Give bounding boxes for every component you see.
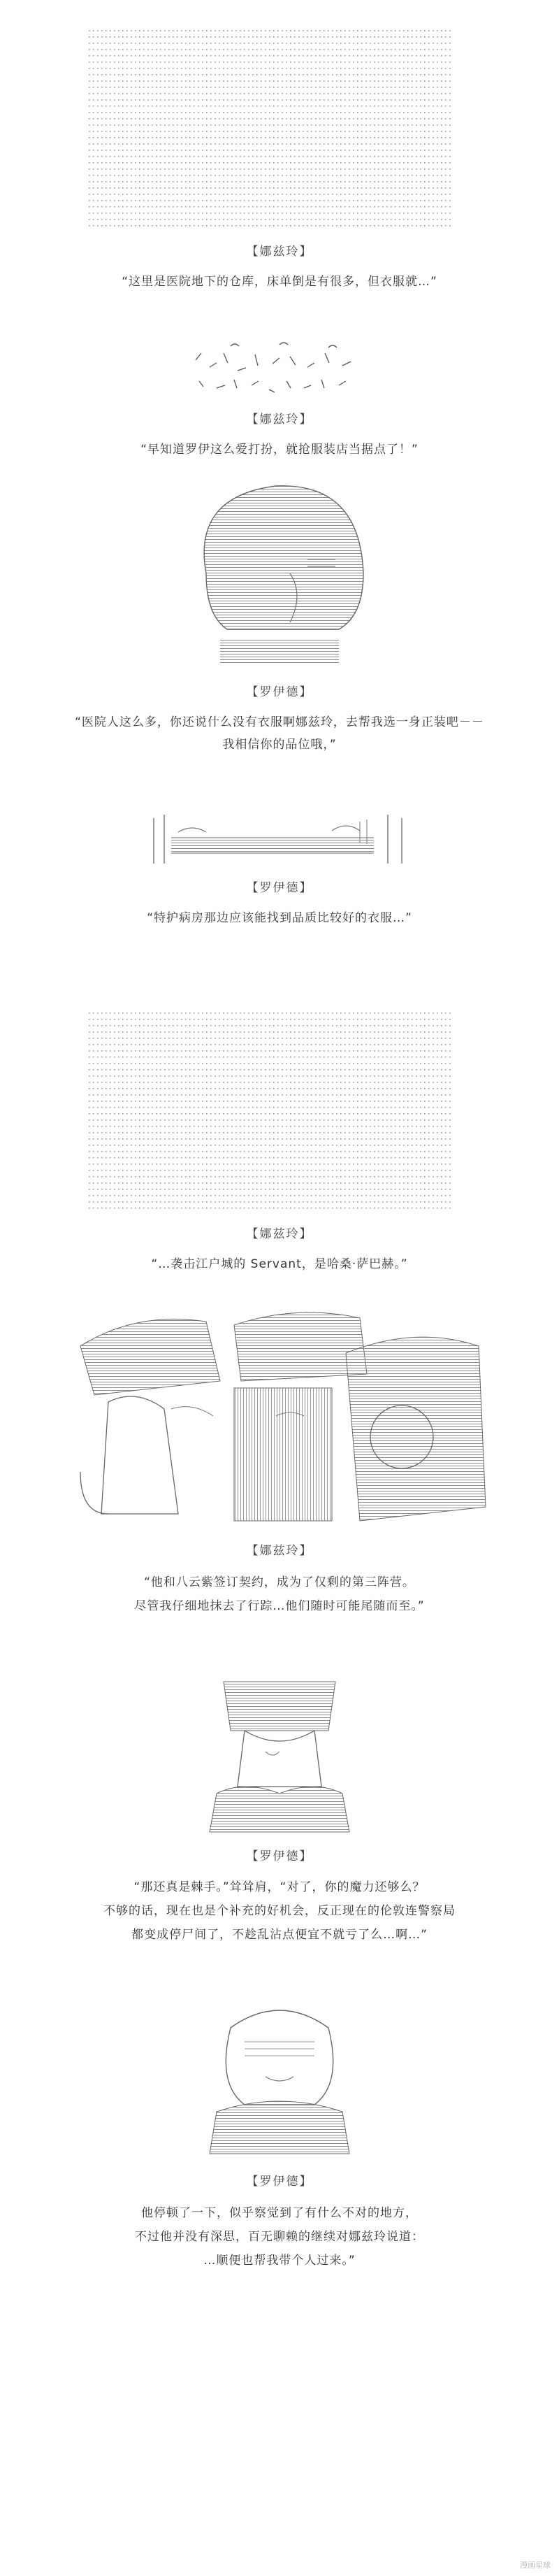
dialogue-line: “…袭击江户城的 Servant，是哈桑·萨巴赫。” bbox=[151, 1257, 408, 1271]
dialogue-line: 尽管我仔细地抹去了行踪…他们随时可能尾随而至。” bbox=[134, 1599, 425, 1613]
dialogue-line: “医院人这么多，你还说什么没有衣服啊娜兹玲，去帮我选一身正装吧－－ bbox=[75, 715, 484, 729]
panel-dots-2 bbox=[87, 1010, 451, 1213]
panel-portrait-hatched bbox=[178, 468, 381, 671]
panel-dots-1 bbox=[87, 28, 451, 231]
speaker-label: 【娜兹玲】 bbox=[246, 1544, 313, 1558]
speaker-label: 【娜兹玲】 bbox=[246, 413, 313, 427]
dialogue-line: “早知道罗伊这么爱打扮，就抢服装店当据点了！” bbox=[140, 443, 419, 457]
dialogue-line: 我相信你的品位哦，” bbox=[222, 738, 337, 752]
dialogue-line: “特护病房那边应该能找到品质比较好的衣服…” bbox=[147, 911, 412, 925]
panel-group-scene bbox=[66, 1297, 493, 1531]
dialogue-line: “他和八云紫签订契约，成为了仅剩的第三阵营。 bbox=[144, 1575, 415, 1589]
speaker-label: 【罗伊德】 bbox=[246, 685, 313, 699]
panel-scatter-art bbox=[189, 339, 363, 402]
panel-figure-2 bbox=[203, 2000, 356, 2161]
speaker-label: 【娜兹玲】 bbox=[246, 245, 313, 259]
speaker-label: 【罗伊德】 bbox=[246, 1849, 313, 1863]
speaker-label: 【罗伊德】 bbox=[246, 2175, 313, 2189]
panel-figure-1 bbox=[203, 1675, 356, 1836]
panel-ward-strip bbox=[150, 811, 409, 867]
dialogue-line: …顺便也帮我带个人过来。” bbox=[203, 2254, 356, 2268]
dialogue-line: 不过他并没有深思，百无聊赖的继续对娜兹玲说道： bbox=[135, 2230, 424, 2244]
dialogue-line: “这里是医院地下的仓库，床单倒是有很多，但衣服就…” bbox=[122, 275, 437, 289]
dialogue-line: 他停顿了一下，似乎察觉到了有什么不对的地方， bbox=[141, 2206, 418, 2220]
dialogue-line: 都变成停尸间了，不趁乱沾点便宜不就亏了么…啊…” bbox=[131, 1928, 428, 1942]
dialogue-line: “那还真是棘手。”耸耸肩，“对了，你的魔力还够么？ bbox=[133, 1880, 426, 1894]
dialogue-line: 不够的话，现在也是个补充的好机会，反正现在的伦敦连警察局 bbox=[103, 1904, 456, 1918]
watermark: 漫画星球 bbox=[520, 2561, 551, 2570]
speaker-label: 【罗伊德】 bbox=[246, 881, 313, 895]
speaker-label: 【娜兹玲】 bbox=[246, 1227, 313, 1241]
